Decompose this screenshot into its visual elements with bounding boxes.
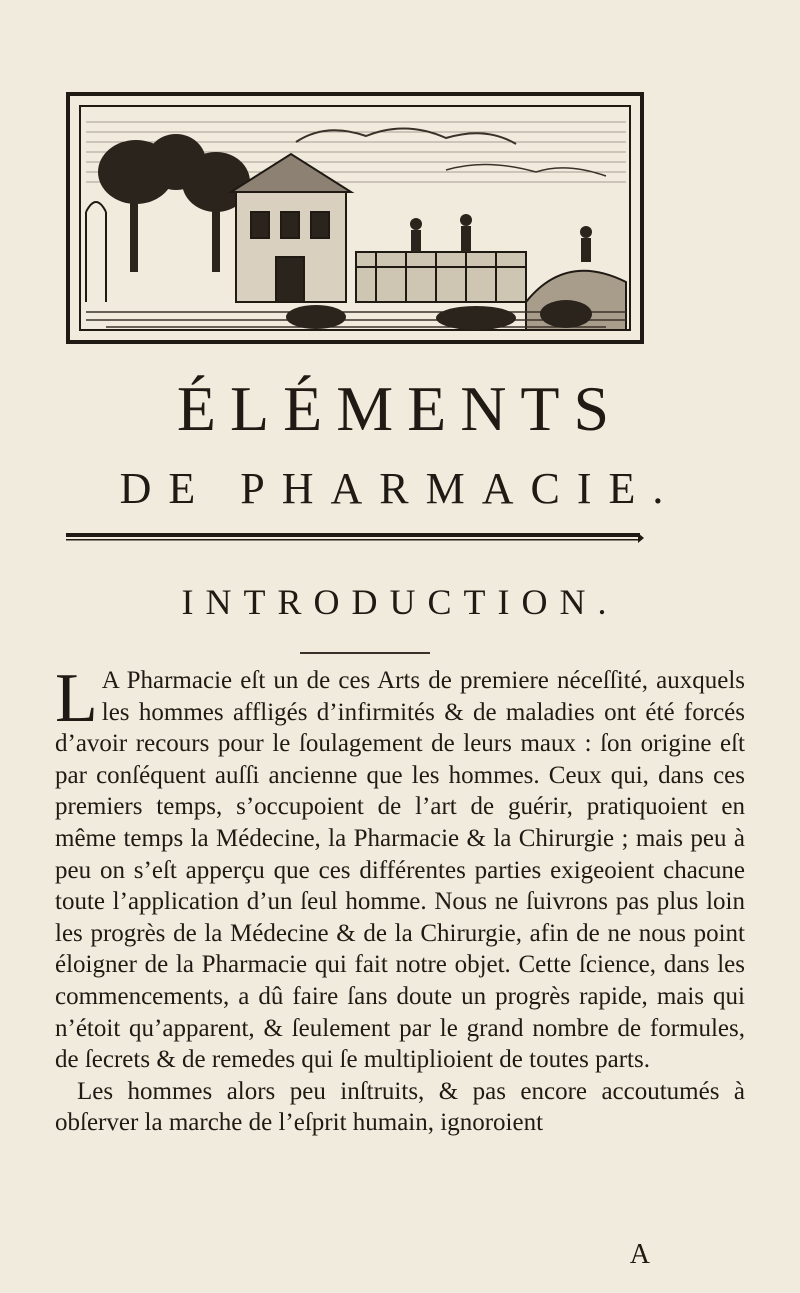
page-title: ÉLÉMENTS [176, 373, 624, 444]
drop-cap: L [55, 660, 98, 737]
paragraph-1 [55, 660, 745, 1076]
catchword: A [629, 1239, 650, 1270]
body-text [55, 660, 745, 1139]
headpiece-illustration [66, 92, 644, 344]
heading-rule [300, 652, 430, 654]
section-heading: INTRODUCTION. [181, 582, 619, 622]
engraved-headpiece-vignette [66, 92, 644, 344]
paragraph-1-text: A Pharmacie eſt un de ces Arts de premiere néceſſité, auxquels les hommes affligés d’infirmités & de maladies ont été forcés d’avoir recours pour le ſoulagement de leurs maux : ſon origine eſt par conſéquent auſſi ancienne que les hommes. Ceux qui, dans ces premiers temps, s’occupoient de l’art de guérir, pratiquoient en même temps la Médecine, la Pharmacie & la Chirurgie ; mais peu à peu on s’eſt apperçu que ces différentes parties exigeoient chacune toute l’application d’un ſeul homme. Nous ne ſuivrons pas plus loin les progrès de la Médecine & de la Chirurgie, afin de ne nous point éloigner de la Pharmacie qui fait notre objet. Cette ſcience, dans les commencements, a dû faire ſans doute un progrès rapide, mais qui n’étoit qu’apparent, & ſeulement par le grand nombre de formules, de ſecrets & de remedes qui ſe multiplioient de toutes parts. [55, 667, 745, 1074]
page-subtitle: DE PHARMACIE. [119, 464, 681, 513]
paragraph-2: Les hommes alors peu inſtruits, & pas encore accoutumés à obſerver la marche de l’eſprit humain, ignoroient [55, 1077, 745, 1137]
double-rule-divider [66, 533, 644, 543]
